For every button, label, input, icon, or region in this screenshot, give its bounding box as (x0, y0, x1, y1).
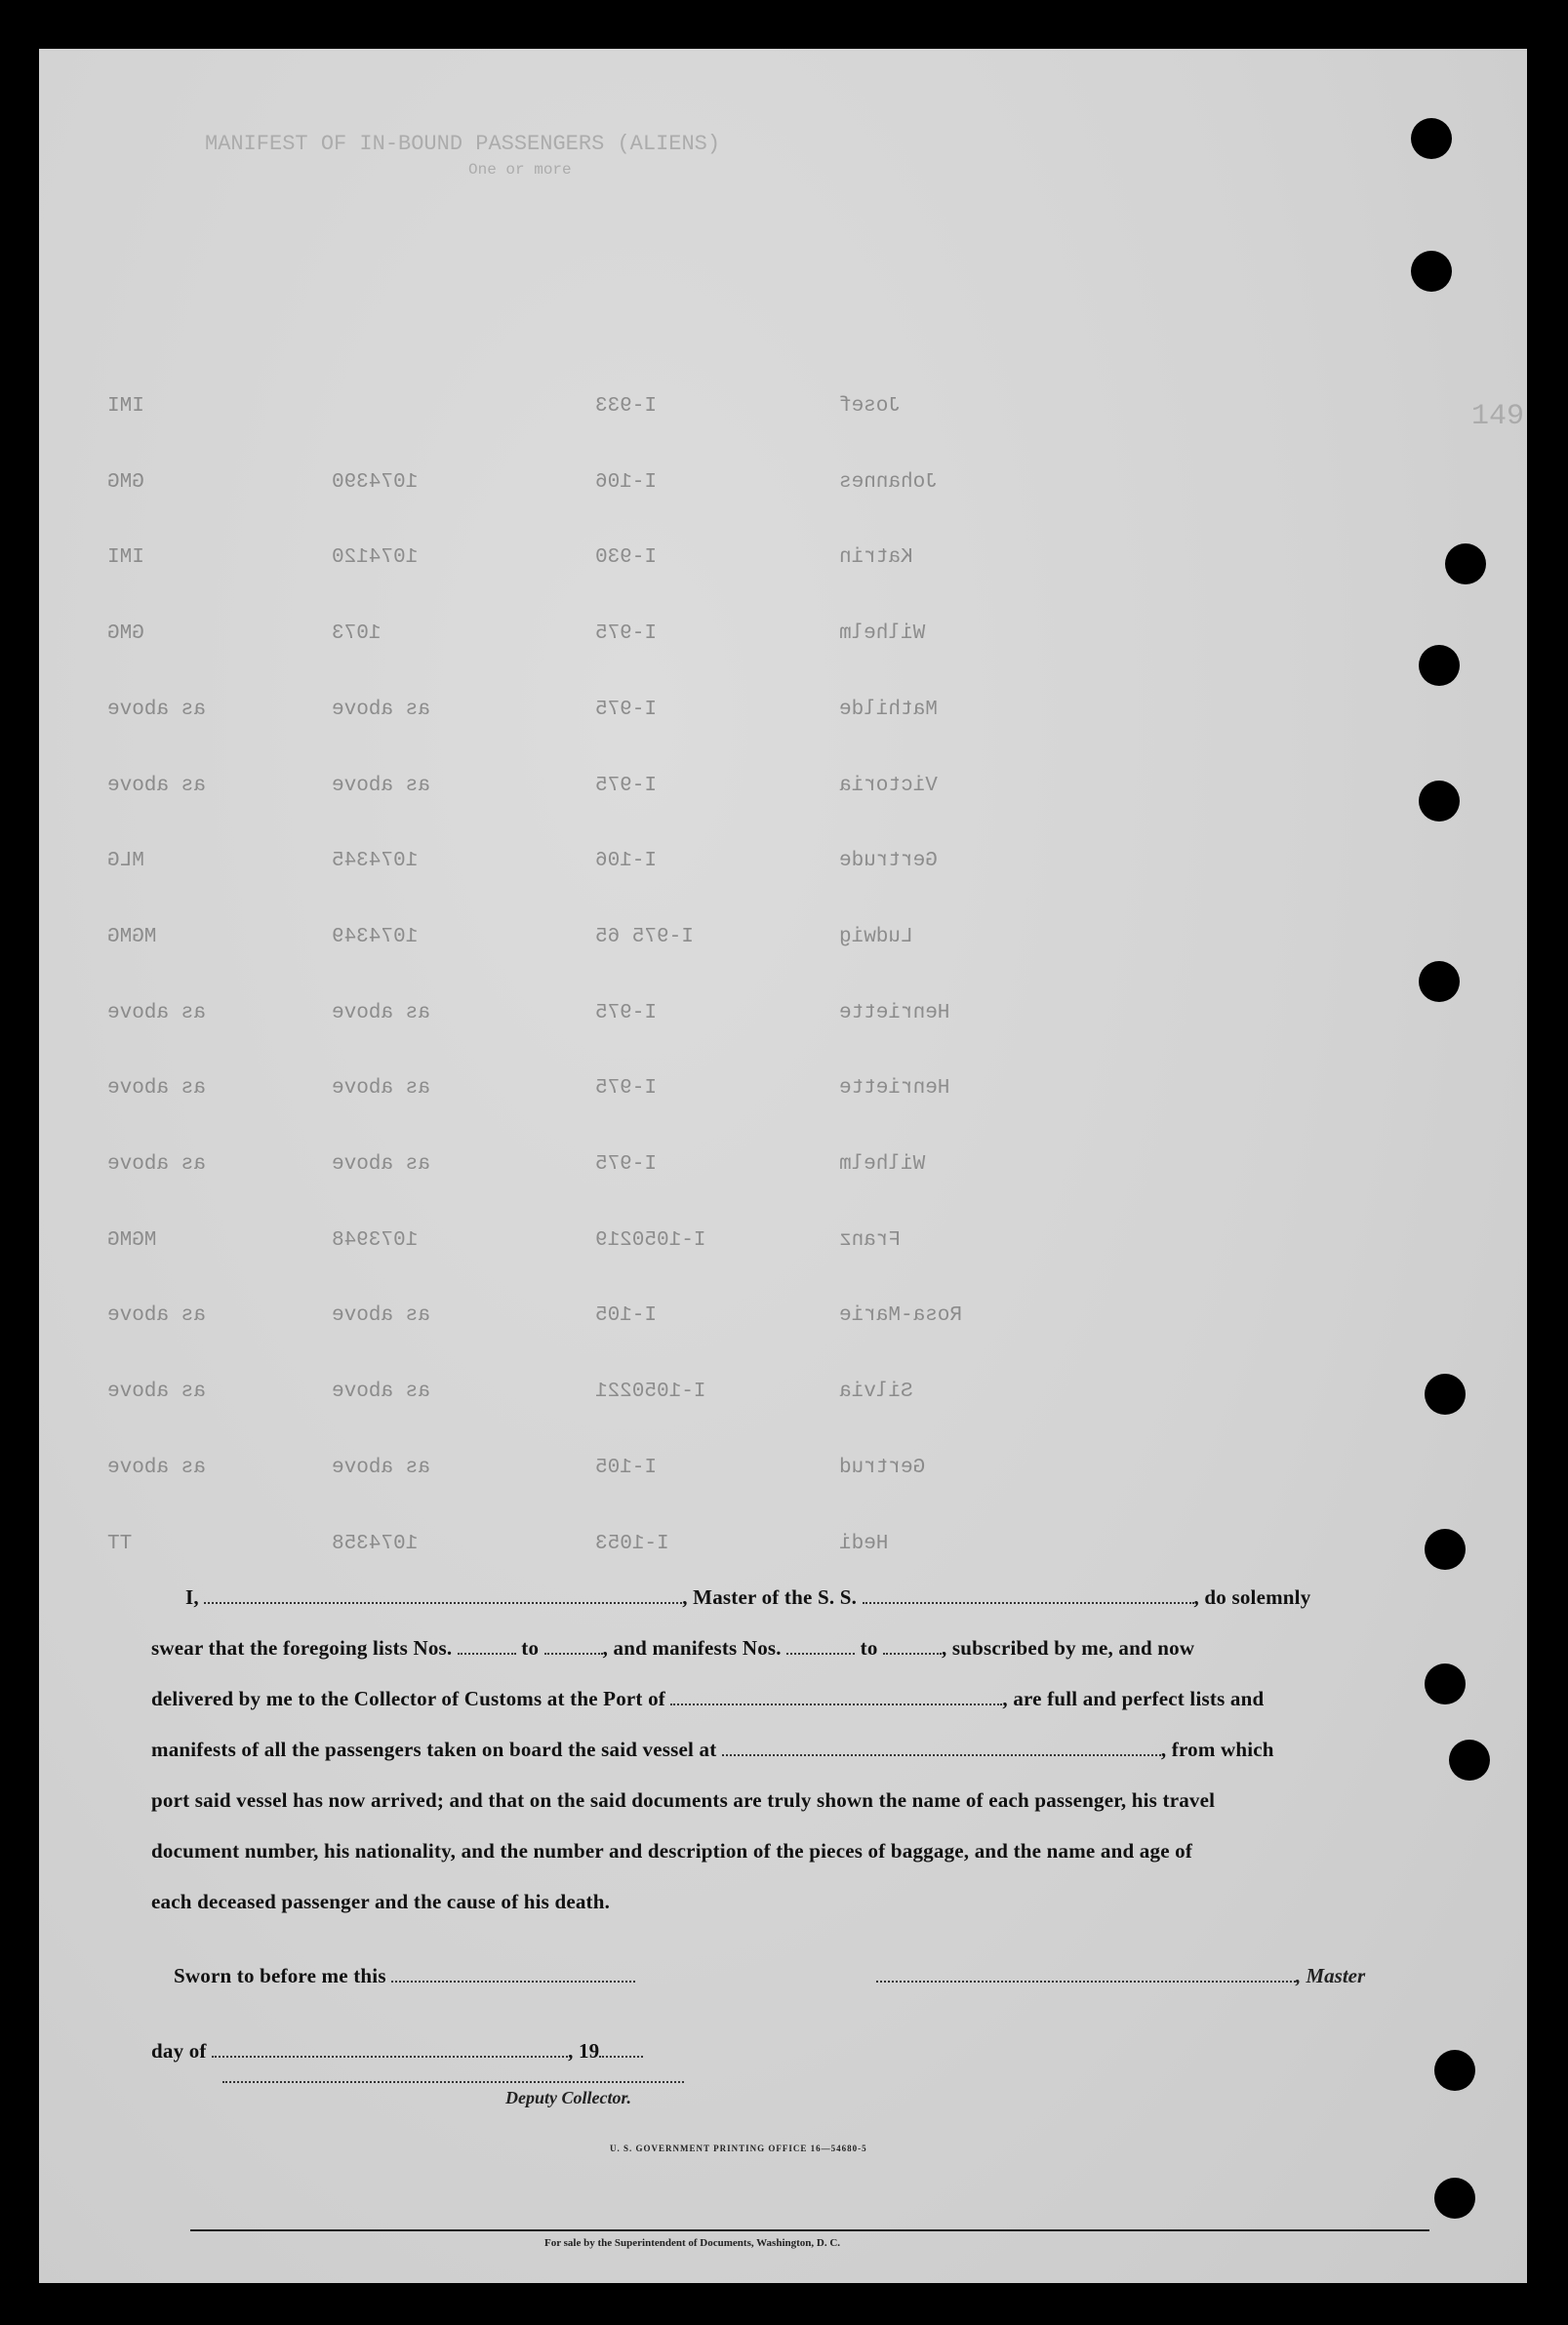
ghost-text: TT (107, 1533, 133, 1555)
ghost-given (839, 850, 938, 872)
manifest-page (39, 49, 1527, 2283)
ghost-text: Rosa-Marie (839, 1304, 963, 1327)
deputy-signature-rule[interactable] (222, 2081, 684, 2083)
ghost-given (839, 546, 913, 569)
ghost-text: Franz (839, 1229, 902, 1252)
ghost-text: 1074390 (332, 471, 419, 494)
ghost-doc (595, 1002, 657, 1024)
binding-hole (1411, 118, 1452, 159)
binding-hole (1434, 2050, 1475, 2091)
ghost-row (39, 775, 1527, 810)
ghost-given (839, 926, 913, 948)
sworn-text: Sworn to before me this (174, 1964, 386, 1987)
ghost-code (107, 1533, 132, 1555)
ghost-code (107, 1229, 156, 1252)
ghost-row (39, 926, 1527, 961)
ghost-code (107, 1077, 206, 1100)
header-ghost-line2: One or more (468, 161, 572, 179)
decl-text-from-which: , from which (1160, 1738, 1274, 1761)
ghost-num (332, 471, 418, 494)
decl-text-i: I, (185, 1585, 199, 1609)
ghost-doc (595, 775, 657, 797)
ghost-num (332, 1457, 430, 1479)
ghost-text: Wilhelm (839, 1153, 926, 1176)
ghost-num (332, 850, 418, 872)
ghost-num (332, 1381, 430, 1403)
decl-text-lists: swear that the foregoing lists Nos. (151, 1636, 453, 1660)
day-field[interactable] (212, 2042, 568, 2058)
ghost-given (839, 1304, 962, 1327)
ghost-text: Henriette (839, 1002, 950, 1024)
ghost-text: Henriette (839, 1077, 950, 1100)
ghost-row (39, 622, 1527, 658)
day-of-text: day of (151, 2039, 207, 2063)
declaration-line-2 (151, 1636, 1429, 1661)
ghost-row (39, 1381, 1527, 1416)
year-text: , 19 (568, 2039, 600, 2063)
master-name-field[interactable] (204, 1588, 682, 1604)
ghost-num (332, 699, 430, 721)
ghost-text: I-105 (595, 1457, 658, 1479)
ghost-text: 1074358 (332, 1533, 419, 1555)
ghost-text: Johannes (839, 471, 938, 494)
decl-text-taken-aboard: manifests of all the passengers taken on board the said vessel at (151, 1738, 717, 1761)
ghost-given (839, 699, 938, 721)
declaration-line-5: port said vessel has now arrived; and that on the said documents are truly shown the name of each passenger, his travel (151, 1788, 1216, 1812)
ghost-code (107, 699, 206, 721)
ghost-num (332, 1304, 430, 1327)
ghost-doc (595, 926, 694, 948)
ghost-text: GMG (107, 471, 144, 494)
ghost-text: 1074345 (332, 850, 419, 872)
ghost-code (107, 471, 144, 494)
ghost-text: as above (107, 1002, 206, 1024)
decl-text-subscribed: , subscribed by me, and now (942, 1636, 1195, 1660)
ghost-text: as above (107, 1457, 206, 1479)
ghost-code (107, 395, 144, 418)
ghost-given (839, 1077, 949, 1100)
ghost-code (107, 1381, 206, 1403)
ghost-row (39, 1304, 1527, 1340)
ghost-text: MLG (107, 850, 144, 872)
ghost-text: as above (332, 1002, 430, 1024)
ghost-given (839, 1457, 925, 1479)
ghost-code (107, 546, 144, 569)
ghost-given (839, 1533, 888, 1555)
ghost-text: I-975 (595, 622, 658, 645)
ghost-text: as above (107, 1153, 206, 1176)
ghost-text: I-106 (595, 471, 658, 494)
manifest-from-field[interactable] (786, 1639, 855, 1655)
ghost-text: Hedi (839, 1533, 889, 1555)
ghost-text: as above (107, 1304, 206, 1327)
declaration-line-3 (151, 1687, 1429, 1711)
ghost-row (39, 1229, 1527, 1264)
ghost-num (332, 622, 381, 645)
ghost-text: Katrin (839, 546, 913, 569)
ghost-text: I-1050219 (595, 1229, 706, 1252)
ghost-doc (595, 395, 657, 418)
ghost-code (107, 1153, 206, 1176)
ghost-text: I-975 (595, 699, 658, 721)
ghost-given (839, 1153, 925, 1176)
ghost-doc (595, 471, 657, 494)
ghost-num (332, 775, 430, 797)
ghost-code (107, 622, 144, 645)
ghost-text: as above (107, 699, 206, 721)
ghost-code (107, 1457, 206, 1479)
ghost-code (107, 1304, 206, 1327)
ghost-given (839, 471, 938, 494)
declaration-line-7: each deceased passenger and the cause of his death. (151, 1890, 611, 1913)
ghost-doc (595, 1533, 669, 1555)
ghost-text: Silvia (839, 1381, 913, 1403)
ghost-row (39, 546, 1527, 581)
ghost-text: I-1053 (595, 1533, 669, 1555)
decl-text-manifests: , and manifests Nos. (602, 1636, 782, 1660)
ghost-doc (595, 1381, 705, 1403)
margin-ghost-number: 149 (1471, 400, 1525, 433)
ghost-given (839, 775, 938, 797)
binding-hole (1445, 543, 1486, 584)
ghost-text: I-975 (595, 775, 658, 797)
ghost-text: I-975 (595, 1002, 658, 1024)
ghost-num (332, 1002, 430, 1024)
deputy-collector-label: Deputy Collector. (505, 2088, 631, 2107)
ghost-code (107, 775, 206, 797)
ghost-text: as above (332, 1381, 430, 1403)
decl-text-to-2: to (860, 1636, 878, 1660)
ghost-text: as above (332, 1153, 430, 1176)
ghost-text: Gertrude (839, 850, 938, 872)
decl-text-delivered: delivered by me to the Collector of Customs at the Port of (151, 1687, 665, 1710)
ghost-text: as above (332, 1077, 430, 1100)
ghost-text: as above (332, 699, 430, 721)
decl-text-full-lists: , are full and perfect lists and (1002, 1687, 1265, 1710)
ghost-num (332, 1533, 418, 1555)
ghost-text: as above (332, 1457, 430, 1479)
ghost-text: as above (332, 775, 430, 797)
declaration-line-1 (185, 1585, 1425, 1610)
ghost-row (39, 699, 1527, 734)
binding-hole (1425, 1664, 1466, 1704)
list-to-field[interactable] (544, 1639, 603, 1655)
declaration-line-6: document number, his nationality, and the number and description of the pieces of baggage, and the name and age of (151, 1839, 1193, 1863)
ghost-num (332, 1077, 430, 1100)
binding-hole (1449, 1740, 1490, 1781)
ghost-given (839, 1229, 901, 1252)
binding-hole (1434, 2178, 1475, 2219)
ghost-text: Mathilde (839, 699, 938, 721)
ghost-text: as above (107, 1381, 206, 1403)
ghost-num (332, 926, 418, 948)
decl-text-solemnly: , do solemnly (1193, 1585, 1311, 1609)
ghost-text: I-1050221 (595, 1381, 706, 1403)
ghost-text: 1074120 (332, 546, 419, 569)
ghost-text: I-105 (595, 1304, 658, 1327)
sworn-date-field[interactable] (391, 1967, 635, 1983)
ghost-text: IMI (107, 546, 144, 569)
ghost-text: Wilhelm (839, 622, 926, 645)
master-label: , Master (1296, 1964, 1366, 1987)
ghost-text: IMI (107, 395, 144, 418)
printing-office-note: U. S. GOVERNMENT PRINTING OFFICE 16—54680-5 (610, 2144, 867, 2153)
ghost-text: Josef (839, 395, 902, 418)
ghost-text: I-975 (595, 1153, 658, 1176)
ghost-num (332, 546, 418, 569)
ghost-text: I-975 (595, 1077, 658, 1100)
ghost-text: as above (332, 1304, 430, 1327)
ghost-given (839, 622, 925, 645)
binding-hole (1425, 1529, 1466, 1570)
binding-hole (1411, 251, 1452, 292)
ghost-doc (595, 699, 657, 721)
ghost-given (839, 1002, 949, 1024)
decl-text-master-of: , Master of the S. S. (682, 1585, 858, 1609)
ghost-text: as above (107, 1077, 206, 1100)
ghost-doc (595, 1457, 657, 1479)
departure-port-field[interactable] (722, 1741, 1161, 1756)
ghost-given (839, 395, 901, 418)
ghost-text: Victoria (839, 775, 938, 797)
ghost-num (332, 1153, 430, 1176)
ghost-text: as above (107, 775, 206, 797)
ghost-row (39, 1153, 1527, 1188)
ghost-code (107, 1002, 206, 1024)
ghost-text: 1074349 (332, 926, 419, 948)
day-of-line (151, 2039, 737, 2064)
binding-hole (1419, 781, 1460, 822)
ghost-text: Gertrud (839, 1457, 926, 1479)
declaration-line-4 (151, 1738, 1429, 1762)
year-field[interactable] (599, 2042, 643, 2058)
ghost-doc (595, 1077, 657, 1100)
ghost-row (39, 1002, 1527, 1037)
list-from-field[interactable] (458, 1639, 516, 1655)
ghost-text: I-975 65 (595, 926, 694, 948)
ghost-doc (595, 1304, 657, 1327)
ghost-text: MGMG (107, 1229, 157, 1252)
ghost-row (39, 850, 1527, 885)
binding-hole (1419, 961, 1460, 1002)
ghost-text: 1073948 (332, 1229, 419, 1252)
ghost-code (107, 926, 156, 948)
header-ghost-line1: MANIFEST OF IN-BOUND PASSENGERS (ALIENS) (205, 132, 721, 156)
ghost-row (39, 471, 1527, 506)
binding-hole (1425, 1374, 1466, 1415)
ghost-given (839, 1381, 913, 1403)
footer-rule (190, 2229, 1429, 2231)
ghost-doc (595, 1229, 705, 1252)
master-signature-field[interactable] (876, 1967, 1296, 1983)
ghost-text: MGMG (107, 926, 157, 948)
ghost-text: GMG (107, 622, 144, 645)
ghost-row (39, 1533, 1527, 1568)
ghost-doc (595, 850, 657, 872)
ghost-row (39, 1457, 1527, 1492)
ghost-code (107, 850, 144, 872)
manifest-to-field[interactable] (883, 1639, 942, 1655)
ghost-num (332, 1229, 418, 1252)
ghost-doc (595, 622, 657, 645)
ghost-text: I-106 (595, 850, 658, 872)
master-signature-line (876, 1964, 1365, 1988)
ghost-doc (595, 1153, 657, 1176)
vessel-name-field[interactable] (863, 1588, 1194, 1604)
port-field[interactable] (670, 1690, 1002, 1705)
for-sale-note: For sale by the Superintendent of Documents, Washington, D. C. (544, 2237, 841, 2249)
ghost-text: I-930 (595, 546, 658, 569)
decl-text-to-1: to (521, 1636, 540, 1660)
ghost-doc (595, 546, 657, 569)
ghost-row (39, 1077, 1527, 1112)
ghost-text: Ludwig (839, 926, 913, 948)
binding-hole (1419, 645, 1460, 686)
ghost-text: I-933 (595, 395, 658, 418)
ghost-text: 1073 (332, 622, 382, 645)
ghost-row (39, 395, 1527, 430)
